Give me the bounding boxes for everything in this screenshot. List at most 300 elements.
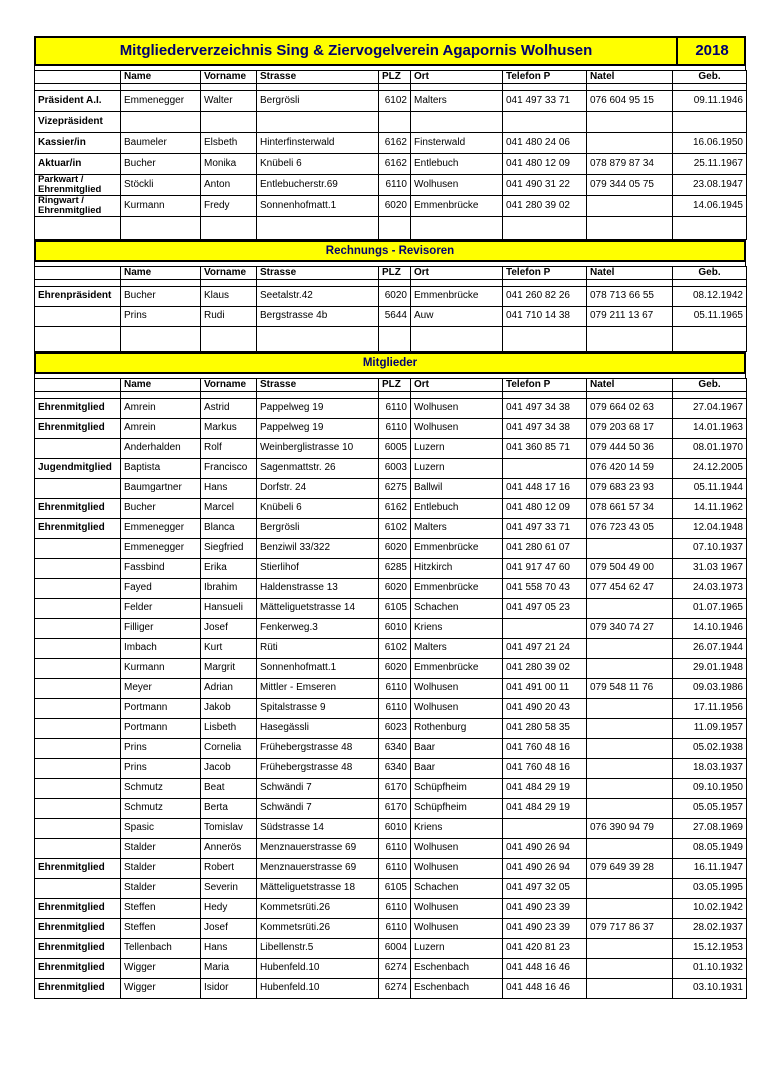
cell-vorname: Francisco — [201, 459, 257, 479]
cell-natel — [587, 639, 673, 659]
cell-role — [35, 599, 121, 619]
cell-vorname: Markus — [201, 419, 257, 439]
table-row — [35, 112, 747, 133]
cell-name: Wigger — [121, 979, 201, 999]
cell-ort: Emmenbrücke — [411, 196, 503, 217]
cell-geb: 12.04.1948 — [673, 519, 747, 539]
cell-name: Steffen — [121, 919, 201, 939]
cell-role — [35, 307, 121, 327]
column-header-strasse: Strasse — [257, 71, 379, 84]
cell-vorname: Blanca — [201, 519, 257, 539]
empty-cell — [673, 392, 747, 399]
table-row — [35, 91, 747, 112]
cell-telefon: 041 497 34 38 — [503, 419, 587, 439]
auditors-table — [34, 266, 747, 352]
cell-geb: 23.08.1947 — [673, 175, 747, 196]
cell-telefon: 041 484 29 19 — [503, 799, 587, 819]
cell-plz: 6110 — [379, 699, 411, 719]
table-row — [35, 559, 747, 579]
spacer-row — [35, 217, 747, 240]
cell-plz: 6110 — [379, 859, 411, 879]
cell-strasse: Entlebucherstr.69 — [257, 175, 379, 196]
cell-ort: Baar — [411, 759, 503, 779]
cell-strasse: Pappelweg 19 — [257, 419, 379, 439]
cell-plz: 6170 — [379, 799, 411, 819]
cell-telefon: 041 497 33 71 — [503, 519, 587, 539]
cell-plz: 6020 — [379, 659, 411, 679]
cell-vorname — [201, 112, 257, 133]
table-row — [35, 779, 747, 799]
cell-telefon: 041 480 12 09 — [503, 499, 587, 519]
cell-vorname: Monika — [201, 154, 257, 175]
column-header-name: Name — [121, 379, 201, 392]
cell-plz: 6275 — [379, 479, 411, 499]
empty-cell — [121, 392, 201, 399]
cell-name: Wigger — [121, 959, 201, 979]
cell-natel — [587, 939, 673, 959]
cell-geb: 29.01.1948 — [673, 659, 747, 679]
cell-strasse: Sagenmattstr. 26 — [257, 459, 379, 479]
cell-ort: Wolhusen — [411, 919, 503, 939]
cell-role: Ehrenmitglied — [35, 499, 121, 519]
table-row — [35, 759, 747, 779]
cell-name: Felder — [121, 599, 201, 619]
cell-plz: 5644 — [379, 307, 411, 327]
cell-strasse: Mätteliguetstrasse 14 — [257, 599, 379, 619]
cell-natel: 079 340 74 27 — [587, 619, 673, 639]
cell-geb: 03.10.1931 — [673, 979, 747, 999]
cell-ort — [411, 112, 503, 133]
empty-cell — [411, 392, 503, 399]
cell-telefon: 041 280 39 02 — [503, 659, 587, 679]
column-header-geb: Geb. — [673, 379, 747, 392]
cell-natel: 076 390 94 79 — [587, 819, 673, 839]
cell-name: Spasic — [121, 819, 201, 839]
empty-cell — [587, 84, 673, 91]
empty-cell — [503, 280, 587, 287]
empty-cell — [673, 327, 747, 352]
table-row — [35, 679, 747, 699]
cell-ort: Hitzkirch — [411, 559, 503, 579]
cell-strasse: Fenkerweg.3 — [257, 619, 379, 639]
table-row — [35, 859, 747, 879]
cell-telefon: 041 497 34 38 — [503, 399, 587, 419]
cell-role: Aktuar/in — [35, 154, 121, 175]
cell-vorname: Cornelia — [201, 739, 257, 759]
empty-cell — [257, 327, 379, 352]
empty-cell — [121, 327, 201, 352]
cell-geb: 11.09.1957 — [673, 719, 747, 739]
cell-ort: Wolhusen — [411, 699, 503, 719]
empty-cell — [379, 217, 411, 240]
empty-cell — [201, 280, 257, 287]
empty-cell — [503, 84, 587, 91]
cell-telefon: 041 497 21 24 — [503, 639, 587, 659]
cell-telefon: 041 448 16 46 — [503, 979, 587, 999]
empty-cell — [257, 392, 379, 399]
column-header-telefon: Telefon P — [503, 267, 587, 280]
column-header-geb: Geb. — [673, 71, 747, 84]
cell-role: Ehrenmitglied — [35, 399, 121, 419]
cell-name: Imbach — [121, 639, 201, 659]
empty-cell — [121, 84, 201, 91]
cell-vorname: Ibrahim — [201, 579, 257, 599]
cell-ort: Finsterwald — [411, 133, 503, 154]
cell-role: Ehrenmitglied — [35, 939, 121, 959]
cell-plz: 6102 — [379, 639, 411, 659]
cell-telefon: 041 490 26 94 — [503, 839, 587, 859]
cell-vorname: Hedy — [201, 899, 257, 919]
cell-strasse: Menznauerstrasse 69 — [257, 859, 379, 879]
cell-plz: 6110 — [379, 399, 411, 419]
cell-telefon — [503, 112, 587, 133]
column-header-row — [35, 379, 747, 392]
cell-ort: Wolhusen — [411, 679, 503, 699]
cell-vorname: Isidor — [201, 979, 257, 999]
empty-cell — [201, 217, 257, 240]
cell-geb: 31.03 1967 — [673, 559, 747, 579]
cell-ort: Luzern — [411, 459, 503, 479]
cell-geb: 05.11.1965 — [673, 307, 747, 327]
column-header-strasse: Strasse — [257, 267, 379, 280]
cell-plz: 6110 — [379, 919, 411, 939]
table-row — [35, 739, 747, 759]
cell-ort: Auw — [411, 307, 503, 327]
members-table — [34, 378, 747, 999]
cell-ort: Wolhusen — [411, 175, 503, 196]
cell-role — [35, 679, 121, 699]
cell-vorname: Adrian — [201, 679, 257, 699]
column-header-vorname: Vorname — [201, 71, 257, 84]
table-row — [35, 959, 747, 979]
cell-plz — [379, 112, 411, 133]
cell-ort: Schüpfheim — [411, 799, 503, 819]
cell-ort: Malters — [411, 519, 503, 539]
cell-geb: 14.10.1946 — [673, 619, 747, 639]
cell-telefon: 041 280 61 07 — [503, 539, 587, 559]
cell-natel: 079 444 50 36 — [587, 439, 673, 459]
cell-ort: Schachen — [411, 599, 503, 619]
cell-strasse: Schwändi 7 — [257, 799, 379, 819]
spacer-row — [35, 280, 747, 287]
cell-ort: Emmenbrücke — [411, 579, 503, 599]
cell-ort: Schachen — [411, 879, 503, 899]
cell-plz: 6010 — [379, 819, 411, 839]
empty-cell — [587, 280, 673, 287]
cell-telefon: 041 360 85 71 — [503, 439, 587, 459]
cell-name: Kurmann — [121, 659, 201, 679]
cell-natel: 076 723 43 05 — [587, 519, 673, 539]
cell-name: Baumeler — [121, 133, 201, 154]
cell-plz: 6340 — [379, 739, 411, 759]
cell-ort: Emmenbrücke — [411, 539, 503, 559]
cell-telefon: 041 497 32 05 — [503, 879, 587, 899]
cell-plz: 6020 — [379, 579, 411, 599]
cell-strasse: Knübeli 6 — [257, 499, 379, 519]
cell-geb: 27.04.1967 — [673, 399, 747, 419]
cell-name: Portmann — [121, 719, 201, 739]
cell-ort: Eschenbach — [411, 959, 503, 979]
table-row — [35, 439, 747, 459]
title-bar — [34, 36, 746, 66]
empty-cell — [35, 327, 121, 352]
cell-strasse: Frühebergstrasse 48 — [257, 739, 379, 759]
cell-role — [35, 439, 121, 459]
header-cell-empty — [35, 379, 121, 392]
cell-name: Steffen — [121, 899, 201, 919]
cell-plz: 6020 — [379, 196, 411, 217]
cell-plz: 6110 — [379, 419, 411, 439]
table-row — [35, 175, 747, 196]
cell-ort: Luzern — [411, 439, 503, 459]
cell-ort: Malters — [411, 91, 503, 112]
cell-telefon: 041 280 39 02 — [503, 196, 587, 217]
table-row — [35, 459, 747, 479]
table-row — [35, 699, 747, 719]
cell-plz: 6170 — [379, 779, 411, 799]
cell-ort: Entlebuch — [411, 499, 503, 519]
empty-cell — [673, 217, 747, 240]
column-header-plz: PLZ — [379, 379, 411, 392]
cell-ort: Emmenbrücke — [411, 659, 503, 679]
table-row — [35, 619, 747, 639]
cell-ort: Entlebuch — [411, 154, 503, 175]
cell-role — [35, 659, 121, 679]
cell-natel — [587, 539, 673, 559]
cell-ort: Wolhusen — [411, 859, 503, 879]
column-header-plz: PLZ — [379, 267, 411, 280]
cell-natel: 079 649 39 28 — [587, 859, 673, 879]
cell-natel: 078 661 57 34 — [587, 499, 673, 519]
column-header-plz: PLZ — [379, 71, 411, 84]
cell-name: Stöckli — [121, 175, 201, 196]
cell-geb: 03.05.1995 — [673, 879, 747, 899]
cell-role — [35, 639, 121, 659]
empty-cell — [201, 327, 257, 352]
cell-vorname: Berta — [201, 799, 257, 819]
cell-ort: Malters — [411, 639, 503, 659]
cell-telefon: 041 497 33 71 — [503, 91, 587, 112]
cell-role: Ehrenmitglied — [35, 919, 121, 939]
cell-role — [35, 479, 121, 499]
section-title-revisoren: Rechnungs - Revisoren — [34, 240, 746, 262]
spacer-row — [35, 327, 747, 352]
cell-geb: 24.03.1973 — [673, 579, 747, 599]
cell-ort: Kriens — [411, 619, 503, 639]
cell-vorname: Erika — [201, 559, 257, 579]
empty-cell — [379, 392, 411, 399]
cell-geb: 01.10.1932 — [673, 959, 747, 979]
cell-role — [35, 699, 121, 719]
cell-geb: 16.06.1950 — [673, 133, 747, 154]
table-row — [35, 899, 747, 919]
cell-ort: Rothenburg — [411, 719, 503, 739]
cell-role — [35, 879, 121, 899]
cell-geb: 05.11.1944 — [673, 479, 747, 499]
cell-ort: Baar — [411, 739, 503, 759]
cell-name: Emmenegger — [121, 539, 201, 559]
cell-natel — [587, 133, 673, 154]
cell-strasse: Knübeli 6 — [257, 154, 379, 175]
cell-telefon: 041 917 47 60 — [503, 559, 587, 579]
cell-natel: 076 420 14 59 — [587, 459, 673, 479]
cell-geb: 08.05.1949 — [673, 839, 747, 859]
table-row — [35, 499, 747, 519]
table-row — [35, 819, 747, 839]
table-row — [35, 287, 747, 307]
empty-cell — [35, 280, 121, 287]
table-row — [35, 659, 747, 679]
empty-cell — [201, 392, 257, 399]
empty-cell — [673, 280, 747, 287]
cell-strasse: Hubenfeld.10 — [257, 959, 379, 979]
empty-cell — [411, 280, 503, 287]
cell-role — [35, 559, 121, 579]
cell-plz: 6105 — [379, 879, 411, 899]
cell-role — [35, 719, 121, 739]
table-row — [35, 419, 747, 439]
cell-telefon — [503, 619, 587, 639]
cell-name — [121, 112, 201, 133]
table-row — [35, 307, 747, 327]
cell-geb: 09.10.1950 — [673, 779, 747, 799]
cell-telefon: 041 490 20 43 — [503, 699, 587, 719]
cell-geb: 16.11.1947 — [673, 859, 747, 879]
cell-telefon: 041 280 58 35 — [503, 719, 587, 739]
cell-name: Prins — [121, 739, 201, 759]
cell-vorname: Elsbeth — [201, 133, 257, 154]
cell-name: Prins — [121, 307, 201, 327]
cell-natel — [587, 739, 673, 759]
column-header-vorname: Vorname — [201, 267, 257, 280]
cell-vorname: Annerös — [201, 839, 257, 859]
cell-role: Ringwart / Ehrenmitglied — [35, 196, 121, 217]
cell-natel — [587, 779, 673, 799]
table-row — [35, 939, 747, 959]
cell-plz: 6102 — [379, 91, 411, 112]
cell-role — [35, 779, 121, 799]
cell-ort: Kriens — [411, 819, 503, 839]
cell-natel — [587, 799, 673, 819]
cell-name: Anderhalden — [121, 439, 201, 459]
cell-natel: 079 664 02 63 — [587, 399, 673, 419]
cell-role: Präsident A.I. — [35, 91, 121, 112]
cell-plz: 6110 — [379, 899, 411, 919]
cell-vorname: Rudi — [201, 307, 257, 327]
cell-natel: 079 717 86 37 — [587, 919, 673, 939]
cell-natel: 079 211 13 67 — [587, 307, 673, 327]
cell-ort: Emmenbrücke — [411, 287, 503, 307]
cell-geb — [673, 112, 747, 133]
cell-telefon — [503, 459, 587, 479]
cell-geb: 28.02.1937 — [673, 919, 747, 939]
empty-cell — [121, 280, 201, 287]
cell-name: Bucher — [121, 154, 201, 175]
cell-natel — [587, 112, 673, 133]
cell-vorname: Tomislav — [201, 819, 257, 839]
cell-geb: 18.03.1937 — [673, 759, 747, 779]
cell-vorname: Hansueli — [201, 599, 257, 619]
empty-cell — [587, 327, 673, 352]
cell-geb: 08.01.1970 — [673, 439, 747, 459]
cell-strasse: Rüti — [257, 639, 379, 659]
cell-telefon: 041 558 70 43 — [503, 579, 587, 599]
cell-role: Ehrenmitglied — [35, 959, 121, 979]
cell-role — [35, 839, 121, 859]
spacer-row — [35, 392, 747, 399]
cell-telefon: 041 260 82 26 — [503, 287, 587, 307]
cell-ort: Schüpfheim — [411, 779, 503, 799]
cell-ort: Eschenbach — [411, 979, 503, 999]
cell-telefon — [503, 819, 587, 839]
column-header-natel: Natel — [587, 379, 673, 392]
cell-strasse: Frühebergstrasse 48 — [257, 759, 379, 779]
cell-vorname: Rolf — [201, 439, 257, 459]
cell-role: Ehrenmitglied — [35, 519, 121, 539]
table-row — [35, 154, 747, 175]
cell-name: Baumgartner — [121, 479, 201, 499]
column-header-natel: Natel — [587, 71, 673, 84]
cell-geb: 07.10.1937 — [673, 539, 747, 559]
cell-plz: 6020 — [379, 539, 411, 559]
table-row — [35, 133, 747, 154]
cell-strasse: Sonnenhofmatt.1 — [257, 659, 379, 679]
cell-plz: 6162 — [379, 154, 411, 175]
cell-name: Emmenegger — [121, 91, 201, 112]
table-row — [35, 519, 747, 539]
cell-name: Bucher — [121, 499, 201, 519]
cell-telefon: 041 760 48 16 — [503, 759, 587, 779]
cell-geb: 09.11.1946 — [673, 91, 747, 112]
empty-cell — [379, 327, 411, 352]
cell-role — [35, 739, 121, 759]
cell-plz: 6004 — [379, 939, 411, 959]
cell-name: Schmutz — [121, 799, 201, 819]
table-row — [35, 919, 747, 939]
empty-cell — [503, 217, 587, 240]
cell-name: Amrein — [121, 419, 201, 439]
cell-natel — [587, 659, 673, 679]
cell-telefon: 041 490 23 39 — [503, 919, 587, 939]
cell-natel — [587, 599, 673, 619]
cell-vorname: Klaus — [201, 287, 257, 307]
empty-cell — [411, 327, 503, 352]
cell-vorname: Jakob — [201, 699, 257, 719]
cell-plz: 6285 — [379, 559, 411, 579]
cell-geb: 05.05.1957 — [673, 799, 747, 819]
cell-telefon: 041 491 00 11 — [503, 679, 587, 699]
cell-telefon: 041 480 24 06 — [503, 133, 587, 154]
empty-cell — [121, 217, 201, 240]
cell-geb: 26.07.1944 — [673, 639, 747, 659]
empty-cell — [587, 392, 673, 399]
cell-vorname: Hans — [201, 479, 257, 499]
cell-role: Ehrenmitglied — [35, 859, 121, 879]
cell-strasse: Stierlihof — [257, 559, 379, 579]
cell-strasse: Seetalstr.42 — [257, 287, 379, 307]
cell-plz: 6340 — [379, 759, 411, 779]
cell-name: Prins — [121, 759, 201, 779]
cell-vorname: Margrit — [201, 659, 257, 679]
cell-natel — [587, 959, 673, 979]
empty-cell — [257, 84, 379, 91]
cell-strasse: Hasegässli — [257, 719, 379, 739]
cell-natel: 078 713 66 55 — [587, 287, 673, 307]
cell-ort: Wolhusen — [411, 899, 503, 919]
cell-ort: Wolhusen — [411, 399, 503, 419]
empty-cell — [257, 280, 379, 287]
cell-geb: 17.11.1956 — [673, 699, 747, 719]
